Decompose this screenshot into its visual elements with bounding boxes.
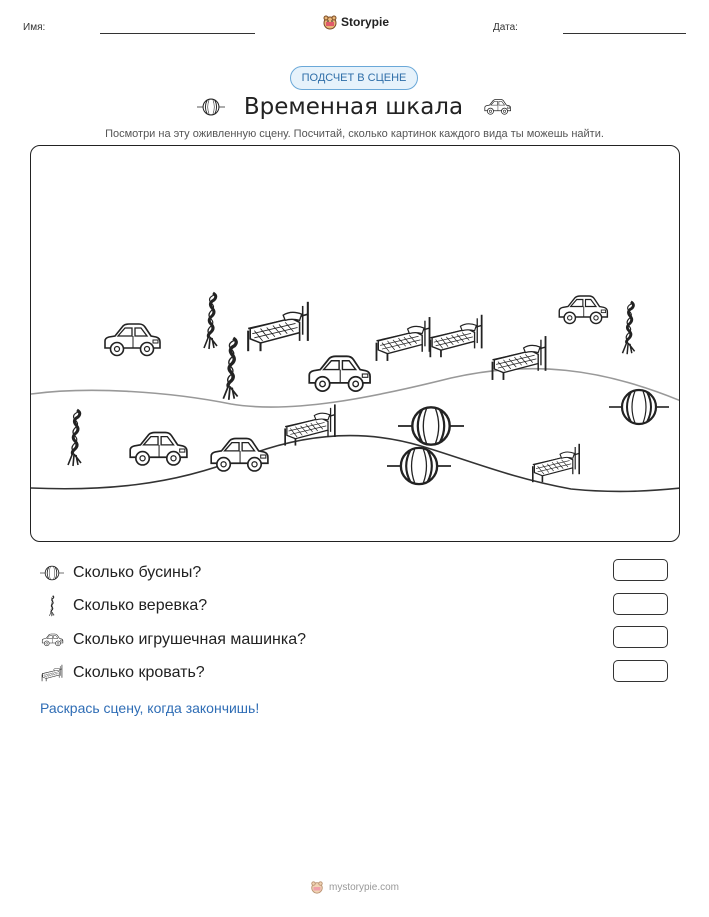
rope-icon: [204, 293, 217, 349]
toy-car-icon: [40, 629, 64, 651]
answer-box-toy-car[interactable]: [613, 626, 668, 648]
mascot-icon: [322, 14, 338, 30]
counting-badge: ПОДСЧЕТ В СЦЕНЕ: [290, 66, 418, 90]
rope-icon: [40, 595, 64, 617]
storypie-logo: [322, 14, 389, 30]
question-bed: [40, 662, 205, 684]
answer-box-beads[interactable]: [613, 559, 668, 581]
coloring-note: Раскрась сцену, когда закончишь!: [40, 700, 260, 716]
ground-line: [31, 436, 680, 492]
date-label: Дата:: [493, 22, 518, 33]
toy-car-icon: [482, 97, 512, 117]
bed-icon: [248, 302, 308, 351]
rope-icon: [223, 338, 237, 400]
answer-box-rope[interactable]: [613, 593, 668, 615]
bead-icon: [197, 97, 225, 117]
instruction-text: Посмотри на эту оживленную сцену. Посчитай, сколько картинок каждого вида ты можешь найти.: [105, 128, 604, 140]
name-label: Имя:: [23, 22, 46, 33]
answer-box-bed[interactable]: [613, 660, 668, 682]
bed-icon: [430, 315, 481, 357]
question-text: Сколько игрушечная машинка?: [73, 631, 307, 648]
question-text: Сколько бусины?: [73, 564, 202, 581]
name-field[interactable]: [100, 33, 255, 34]
date-field[interactable]: [563, 33, 686, 34]
bead-icon: [40, 562, 64, 584]
toy-car-icon: [309, 356, 370, 391]
bed-icon: [376, 317, 429, 361]
title-text: Временная шкала: [243, 94, 464, 120]
rope-icon: [622, 302, 634, 354]
question-text: Сколько кровать?: [73, 664, 205, 681]
question-rope: [40, 595, 207, 617]
toy-car-icon: [559, 296, 607, 324]
bead-icon: [387, 448, 451, 484]
bed-icon: [533, 444, 579, 482]
question-text: Сколько веревка?: [73, 597, 208, 614]
mascot-icon: [310, 880, 324, 894]
toy-car-icon: [105, 324, 160, 356]
rope-icon: [68, 410, 81, 466]
footer: [0, 880, 709, 894]
brand-name: Storypie: [341, 15, 390, 29]
bed-icon: [40, 662, 64, 684]
counting-scene: [30, 145, 680, 542]
bed-icon: [492, 336, 545, 380]
bead-icon: [609, 390, 669, 424]
question-beads: [40, 562, 201, 584]
question-toy-car: [40, 629, 306, 651]
footer-url[interactable]: mystorypie.com: [328, 881, 399, 893]
bead-icon: [398, 407, 464, 444]
page-title: [0, 94, 709, 120]
toy-car-icon: [130, 433, 187, 465]
scene-illustration: [31, 146, 680, 542]
toy-car-icon: [211, 439, 268, 471]
